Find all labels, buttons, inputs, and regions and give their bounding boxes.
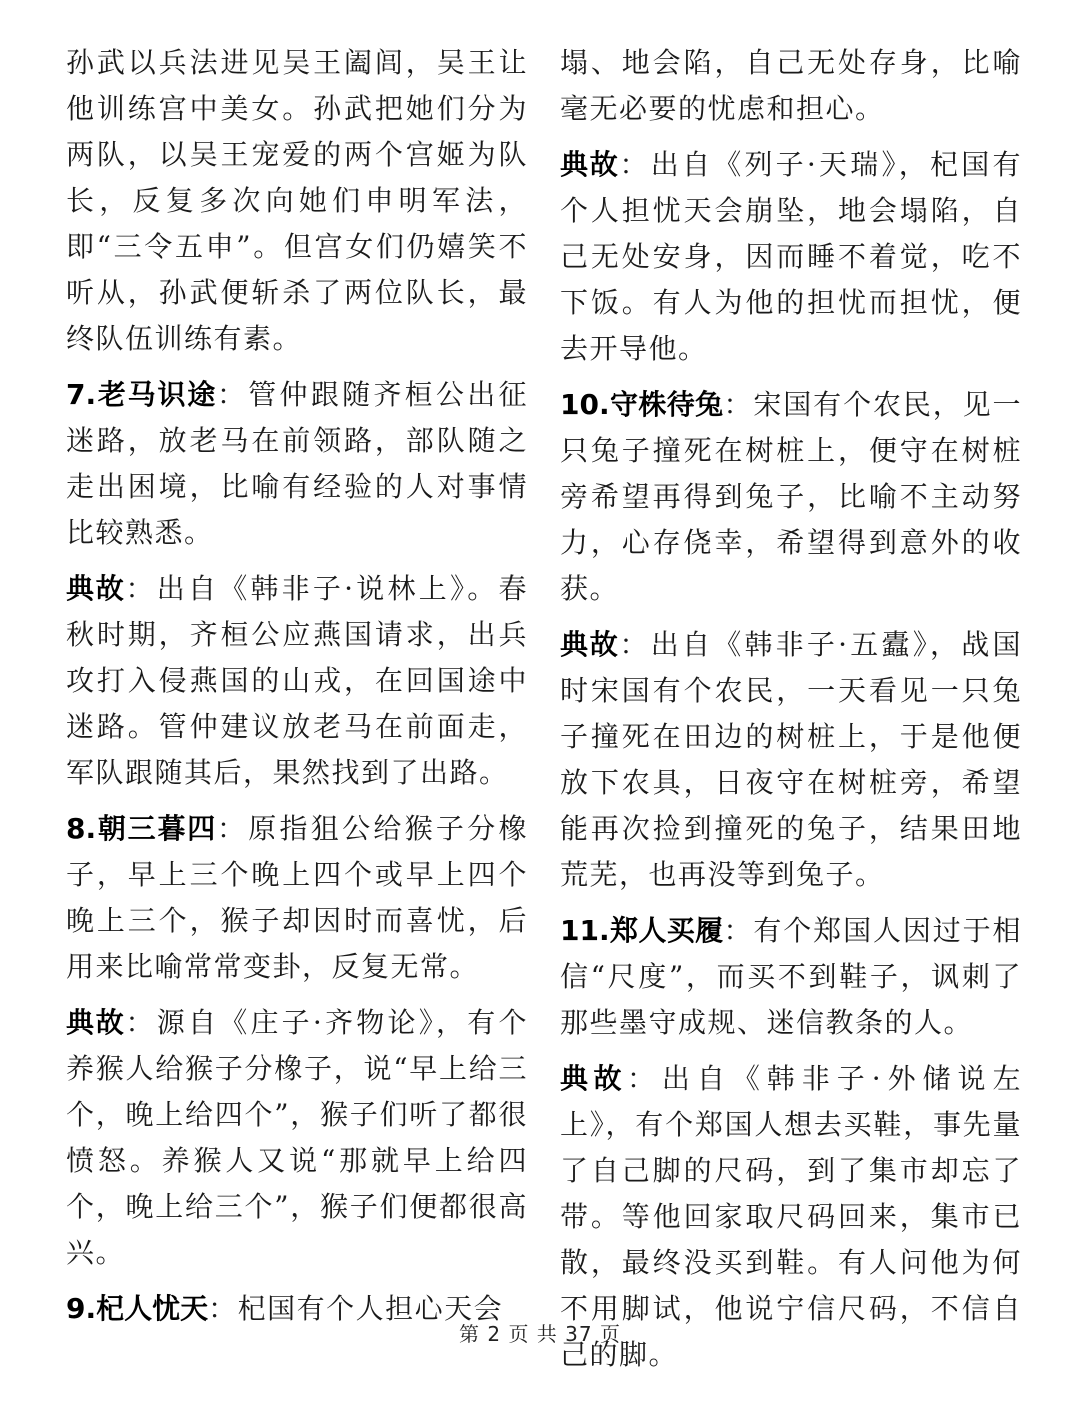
allusion-heading: 典故: [560, 628, 620, 661]
idiom-heading: 10.守株待兔: [560, 388, 724, 421]
idiom-heading: 11.郑人买履: [560, 914, 724, 947]
idiom-definition: ：管仲跟随齐桓公出征迷路，放老马在前领路，部队随之走出困境，比喻有经验的人对事情比较熟悉。: [66, 378, 528, 549]
paragraph-idiom-9-continued: [560, 40, 1022, 132]
allusion-heading: 典故: [66, 572, 126, 605]
idiom-heading: 8.朝三暮四: [66, 812, 217, 845]
idiom-definition: ：原指狙公给猴子分橡子，早上三个晚上四个或早上四个晚上三个，猴子却因时而喜忧，后用来比喻常常变卦，反复无常。: [66, 812, 528, 983]
idiom-definition: ：有个郑国人因过于相信“尺度”，而买不到鞋子，讽刺了那些墨守成规、迷信教条的人。: [560, 914, 1022, 1039]
idiom-heading: 9.杞人忧天: [66, 1292, 209, 1325]
left-column: [66, 40, 528, 1342]
right-column: [560, 40, 1022, 1388]
allusion-heading: 典故: [560, 148, 620, 181]
idiom-entry-10: [560, 382, 1022, 612]
allusion-text: ：出自《韩非子·说林上》。春秋时期，齐桓公应燕国请求，出兵攻打入侵燕国的山戎，在回国途中迷路。管仲建议放老马在前面走，军队跟随其后，果然找到了出路。: [66, 572, 528, 789]
idiom-heading: 7.老马识途: [66, 378, 217, 411]
allusion-entry-7: [66, 566, 528, 796]
paragraph-text: 孙武以兵法进见吴王阖闾，吴王让他训练宫中美女。孙武把她们分为两队，以吴王宠爱的两个宫姬为队长，反复多次向她们申明军法，即“三令五申”。但宫女们仍嬉笑不听从，孙武便斩杀了两位队长，最终队伍训练有素。: [66, 46, 528, 355]
idiom-entry-7: [66, 372, 528, 556]
allusion-text: ：出自《列子·天瑞》，杞国有个人担忧天会崩坠，地会塌陷，自己无处安身，因而睡不着觉，吃不下饭。有人为他的担忧而担忧，便去开导他。: [560, 148, 1022, 365]
allusion-heading: 典故: [66, 1006, 126, 1039]
allusion-text: ：出自《韩非子·外储说左上》，有个郑国人想去买鞋，事先量了自己脚的尺码，到了集市却忘了带。等他回家取尺码回来，集市已散，最终没买到鞋。有人问他为何不用脚试，他说宁信尺码，不信自己的脚。: [560, 1062, 1022, 1371]
allusion-text: ：源自《庄子·齐物论》，有个养猴人给猴子分橡子，说“早上给三个，晚上给四个”，猴子们听了都很愤怒。养猴人又说“那就早上给四个，晚上给三个”，猴子们便都很高兴。: [66, 1006, 528, 1269]
page-number-footer: 第 2 页 共 37 页: [459, 1322, 621, 1346]
idiom-entry-8: [66, 806, 528, 990]
idiom-entry-11: [560, 908, 1022, 1046]
allusion-heading: 典故: [560, 1062, 627, 1095]
paragraph-sunwu-story: [66, 40, 528, 362]
allusion-entry-8: [66, 1000, 528, 1276]
idiom-definition: ：宋国有个农民，见一只兔子撞死在树桩上，便守在树桩旁希望再得到兔子，比喻不主动努力，心存侥幸，希望得到意外的收获。: [560, 388, 1022, 605]
idiom-definition: ：杞国有个人担心天会: [208, 1292, 504, 1325]
allusion-entry-9: [560, 142, 1022, 372]
paragraph-text: 塌、地会陷，自己无处存身，比喻毫无必要的忧虑和担心。: [560, 46, 1022, 125]
allusion-text: ：出自《韩非子·五蠹》，战国时宋国有个农民，一天看见一只兔子撞死在田边的树桩上，于是他便放下农具，日夜守在树桩旁，希望能再次捡到撞死的兔子，结果田地荒芜，也再没等到兔子。: [560, 628, 1022, 891]
allusion-entry-10: [560, 622, 1022, 898]
